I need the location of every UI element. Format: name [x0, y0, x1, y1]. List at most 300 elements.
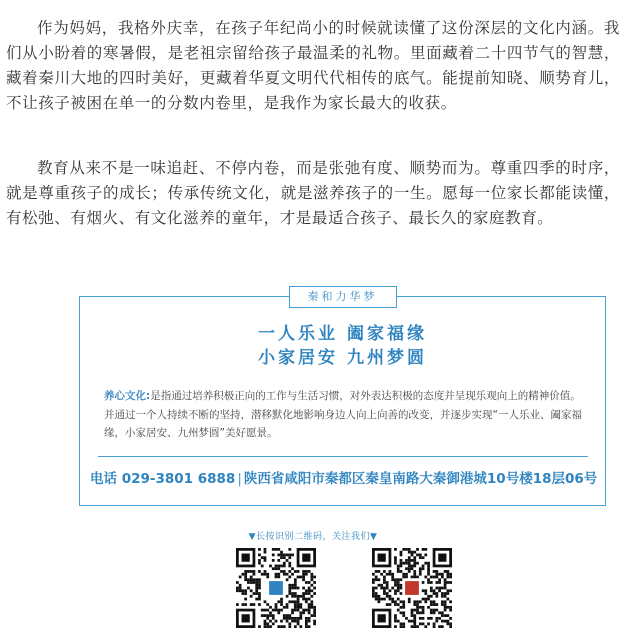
qr-module	[378, 584, 381, 587]
qr-module	[297, 600, 300, 603]
qr-module	[258, 581, 261, 584]
qr-module	[435, 573, 438, 576]
qr-module	[244, 603, 247, 606]
qr-module	[422, 606, 425, 609]
qr-module	[441, 600, 444, 603]
qr-module	[411, 611, 414, 614]
qr-module	[394, 562, 397, 565]
qr-module	[297, 622, 300, 625]
qr-module	[297, 587, 300, 590]
qr-module	[386, 603, 389, 606]
qr-module	[446, 581, 449, 584]
qr-module	[419, 556, 422, 559]
qr-module	[308, 606, 311, 609]
qr-module	[299, 606, 302, 609]
qr-module	[277, 567, 280, 570]
qr-module	[416, 606, 419, 609]
qr-logo-icon	[269, 581, 283, 595]
qr-logo-icon	[405, 581, 419, 595]
qr-module	[258, 562, 261, 565]
qr-module	[286, 578, 289, 581]
qr-module	[297, 576, 300, 579]
qr-module	[444, 578, 447, 581]
qr-module	[430, 595, 433, 598]
qr-module	[391, 600, 394, 603]
qr-module	[386, 595, 389, 598]
article-paragraph-1: 作为妈妈，我格外庆幸，在孩子年纪尚小的时候就读懂了这份深层的文化内涵。我们从小盼着的寒暑假，是老祖宗留给孩子最温柔的礼物。里面藏着二十四节气的智慧，藏着秦川大地的四时美好，更藏着华夏文明代代相传的底气。能提前知晓、顺势育儿，不让孩子被困在单一的分数内卷里，是我作为家长最大的收获。	[6, 19, 620, 112]
qr-module	[446, 606, 449, 609]
qr-module	[411, 614, 414, 617]
qr-module	[258, 598, 261, 601]
qr-module	[419, 622, 422, 625]
qr-module	[297, 606, 300, 609]
qr-module	[272, 614, 275, 617]
qr-module	[275, 567, 278, 570]
qr-module	[283, 554, 286, 557]
qr-module	[427, 595, 430, 598]
qr-module	[313, 614, 316, 617]
qr-module	[313, 609, 316, 612]
qr-code-right[interactable]	[372, 548, 452, 628]
qr-module	[397, 609, 400, 612]
qr-module	[275, 606, 278, 609]
qr-module	[402, 562, 405, 565]
qr-module	[288, 584, 291, 587]
qr-module	[313, 576, 316, 579]
qr-module	[411, 554, 414, 557]
qr-module	[305, 581, 308, 584]
qr-module	[380, 598, 383, 601]
qr-module	[394, 559, 397, 562]
qr-module	[266, 625, 269, 628]
qr-module	[288, 570, 291, 573]
qr-module	[288, 556, 291, 559]
qr-module	[266, 573, 269, 576]
qr-module	[264, 622, 267, 625]
qr-module	[380, 584, 383, 587]
qr-module	[288, 592, 291, 595]
qr-module	[441, 576, 444, 579]
qr-module	[280, 625, 283, 628]
qr-module	[294, 600, 297, 603]
qr-module	[449, 600, 452, 603]
qr-module	[424, 600, 427, 603]
qr-module	[386, 573, 389, 576]
qr-module	[264, 620, 267, 623]
qr-module	[438, 617, 441, 620]
qr-module	[444, 620, 447, 623]
qr-module	[277, 625, 280, 628]
qr-module	[247, 587, 250, 590]
qr-module	[441, 573, 444, 576]
qr-module	[299, 617, 302, 620]
qr-module	[449, 606, 452, 609]
qr-module	[438, 581, 441, 584]
qr-code-left[interactable]	[236, 548, 316, 628]
qr-module	[258, 587, 261, 590]
qr-module	[408, 620, 411, 623]
qr-module	[433, 625, 436, 628]
qr-module	[244, 589, 247, 592]
qr-module	[266, 576, 269, 579]
qr-module	[297, 595, 300, 598]
scan-qr-hint: ▼长按识别二维码，关注我们▼	[248, 532, 378, 542]
qr-module	[253, 573, 256, 576]
qr-module	[264, 556, 267, 559]
qr-module	[419, 570, 422, 573]
qr-module	[286, 559, 289, 562]
qr-module	[424, 598, 427, 601]
qr-module	[294, 625, 297, 628]
qr-module	[383, 576, 386, 579]
qr-module	[400, 565, 403, 568]
qr-module	[280, 570, 283, 573]
qr-module	[427, 567, 430, 570]
qr-module	[291, 609, 294, 612]
qr-module	[397, 598, 400, 601]
qr-module	[413, 570, 416, 573]
qr-module	[446, 570, 449, 573]
qr-module	[400, 592, 403, 595]
qr-module	[383, 570, 386, 573]
qr-module	[411, 625, 414, 628]
qr-module	[446, 622, 449, 625]
qr-module	[386, 587, 389, 590]
qr-module	[444, 581, 447, 584]
qr-module	[286, 606, 289, 609]
qr-module	[310, 603, 313, 606]
qr-module	[294, 581, 297, 584]
qr-module	[294, 620, 297, 623]
qr-module	[435, 603, 438, 606]
qr-module	[286, 573, 289, 576]
qr-module	[438, 587, 441, 590]
qr-module	[283, 573, 286, 576]
qr-module	[288, 614, 291, 617]
qr-module	[313, 611, 316, 614]
qr-module	[400, 584, 403, 587]
qr-module	[266, 609, 269, 612]
qr-module	[250, 589, 253, 592]
qr-module	[272, 567, 275, 570]
qr-module	[391, 598, 394, 601]
qr-module	[430, 617, 433, 620]
qr-module	[294, 584, 297, 587]
qr-module	[302, 578, 305, 581]
qr-module	[305, 570, 308, 573]
qr-module	[264, 600, 267, 603]
qr-module	[297, 570, 300, 573]
qr-module	[441, 592, 444, 595]
qr-module	[400, 587, 403, 590]
qr-module	[277, 576, 280, 579]
qr-module	[416, 600, 419, 603]
qr-module	[286, 603, 289, 606]
qr-module	[308, 603, 311, 606]
qr-module	[288, 589, 291, 592]
qr-module	[424, 592, 427, 595]
qr-module	[294, 617, 297, 620]
qr-module	[294, 592, 297, 595]
qr-module	[394, 592, 397, 595]
qr-module	[416, 576, 419, 579]
qr-module	[275, 548, 278, 551]
qr-module	[275, 603, 278, 606]
qr-module	[308, 589, 311, 592]
qr-module	[280, 603, 283, 606]
qr-module	[305, 573, 308, 576]
qr-module	[444, 606, 447, 609]
qr-module	[291, 620, 294, 623]
qr-module	[402, 611, 405, 614]
qr-module	[258, 578, 261, 581]
qr-module	[247, 570, 250, 573]
qr-module	[378, 578, 381, 581]
qr-module	[413, 551, 416, 554]
qr-module	[413, 614, 416, 617]
qr-module	[397, 570, 400, 573]
qr-module	[297, 620, 300, 623]
qr-module	[258, 570, 261, 573]
qr-module	[372, 578, 375, 581]
qr-module	[441, 625, 444, 628]
qr-module	[277, 609, 280, 612]
qr-module	[299, 611, 302, 614]
qr-module	[444, 600, 447, 603]
qr-module	[288, 554, 291, 557]
qr-module	[286, 595, 289, 598]
qr-module	[411, 609, 414, 612]
qr-module	[275, 565, 278, 568]
qr-module	[413, 617, 416, 620]
qr-module	[422, 589, 425, 592]
qr-module	[302, 611, 305, 614]
qr-module	[283, 570, 286, 573]
qr-module	[308, 609, 311, 612]
qr-module	[294, 595, 297, 598]
qr-module	[302, 576, 305, 579]
qr-module	[297, 617, 300, 620]
qr-module	[244, 573, 247, 576]
qr-module	[310, 614, 313, 617]
qr-module	[446, 620, 449, 623]
slogan-line-2: 小家居安 九州梦圆	[258, 348, 427, 368]
qr-module	[441, 614, 444, 617]
qr-module	[247, 581, 250, 584]
qr-module	[302, 595, 305, 598]
qr-module	[397, 603, 400, 606]
qr-module	[308, 617, 311, 620]
qr-module	[277, 600, 280, 603]
qr-module	[283, 625, 286, 628]
qr-module	[250, 595, 253, 598]
qr-module	[402, 622, 405, 625]
qr-module	[294, 609, 297, 612]
qr-module	[258, 548, 261, 551]
qr-module	[258, 592, 261, 595]
qr-module	[413, 556, 416, 559]
qr-module	[397, 578, 400, 581]
qr-module	[416, 609, 419, 612]
qr-module	[286, 620, 289, 623]
qr-module	[261, 573, 264, 576]
qr-module	[408, 598, 411, 601]
qr-module	[266, 622, 269, 625]
qr-module	[427, 562, 430, 565]
qr-module	[253, 578, 256, 581]
qr-module	[394, 578, 397, 581]
qr-module	[430, 589, 433, 592]
qr-module	[446, 589, 449, 592]
qr-module	[444, 592, 447, 595]
qr-module	[272, 622, 275, 625]
qr-module	[402, 576, 405, 579]
qr-module	[255, 584, 258, 587]
qr-module	[308, 581, 311, 584]
qr-module	[394, 614, 397, 617]
qr-module	[264, 570, 267, 573]
qr-module	[261, 556, 264, 559]
qr-module	[242, 573, 245, 576]
qr-module	[378, 570, 381, 573]
phone-number: 电话 029-3801 6888	[90, 471, 236, 487]
qr-module	[416, 611, 419, 614]
qr-module	[266, 614, 269, 617]
qr-module	[430, 603, 433, 606]
qr-module	[413, 620, 416, 623]
qr-module	[299, 614, 302, 617]
qr-module	[250, 581, 253, 584]
qr-module	[411, 551, 414, 554]
qr-module	[449, 581, 452, 584]
qr-module	[391, 587, 394, 590]
qr-module	[400, 625, 403, 628]
qr-module	[283, 556, 286, 559]
qr-module	[261, 565, 264, 568]
qr-module	[422, 617, 425, 620]
qr-module	[422, 581, 425, 584]
qr-module	[288, 622, 291, 625]
qr-module	[441, 603, 444, 606]
qr-module	[272, 617, 275, 620]
qr-module	[402, 614, 405, 617]
contact-line	[90, 467, 600, 487]
qr-module	[413, 622, 416, 625]
qr-module	[255, 592, 258, 595]
qr-module	[372, 589, 375, 592]
qr-module	[244, 598, 247, 601]
qr-module	[375, 587, 378, 590]
qr-module	[394, 617, 397, 620]
qr-module	[413, 573, 416, 576]
qr-module	[308, 587, 311, 590]
qr-module	[308, 620, 311, 623]
qr-module	[433, 611, 436, 614]
qr-module	[297, 598, 300, 601]
qr-module	[258, 559, 261, 562]
qr-finder-pattern	[242, 554, 250, 562]
qr-module	[422, 565, 425, 568]
qr-module	[255, 578, 258, 581]
qr-module	[280, 554, 283, 557]
qr-module	[413, 600, 416, 603]
qr-module	[244, 578, 247, 581]
qr-module	[380, 587, 383, 590]
qr-module	[438, 625, 441, 628]
qr-module	[372, 573, 375, 576]
qr-module	[416, 625, 419, 628]
qr-module	[272, 548, 275, 551]
qr-module	[400, 611, 403, 614]
qr-module	[269, 614, 272, 617]
qr-module	[310, 576, 313, 579]
qr-module	[405, 562, 408, 565]
qr-module	[291, 595, 294, 598]
qr-module	[435, 620, 438, 623]
qr-module	[444, 570, 447, 573]
qr-module	[313, 581, 316, 584]
qr-module	[394, 620, 397, 623]
qr-module	[269, 565, 272, 568]
qr-module	[435, 595, 438, 598]
qr-module	[427, 598, 430, 601]
qr-module	[308, 611, 311, 614]
qr-module	[255, 598, 258, 601]
qr-module	[277, 548, 280, 551]
qr-module	[288, 587, 291, 590]
qr-module	[427, 573, 430, 576]
qr-module	[253, 581, 256, 584]
qr-module	[444, 603, 447, 606]
qr-module	[413, 562, 416, 565]
qr-module	[419, 606, 422, 609]
qr-module	[424, 576, 427, 579]
qr-module	[380, 573, 383, 576]
qr-module	[294, 606, 297, 609]
qr-module	[299, 595, 302, 598]
qr-module	[397, 567, 400, 570]
qr-module	[419, 567, 422, 570]
qr-module	[402, 600, 405, 603]
qr-module	[427, 578, 430, 581]
qr-module	[302, 598, 305, 601]
qr-module	[438, 573, 441, 576]
qr-module	[253, 603, 256, 606]
qr-module	[435, 592, 438, 595]
qr-module	[239, 584, 242, 587]
culture-description-text: 是指通过培养积极正向的工作与生活习惯，对外表达积极的态度并呈现乐观向上的精神价值。并通过一个人持续不断的坚持，潜移默化地影响身边人向上向善的改变，并逐步实现“一人乐业、阖家福缘，小家居安、九州梦圆”美好愿景。	[104, 390, 582, 439]
qr-module	[394, 556, 397, 559]
qr-module	[446, 614, 449, 617]
qr-module	[416, 554, 419, 557]
qr-module	[288, 565, 291, 568]
qr-module	[400, 570, 403, 573]
qr-module	[389, 595, 392, 598]
qr-module	[291, 567, 294, 570]
qr-module	[305, 622, 308, 625]
qr-module	[446, 576, 449, 579]
qr-module	[422, 556, 425, 559]
qr-module	[405, 567, 408, 570]
contact-separator: |	[237, 471, 242, 487]
qr-module	[400, 600, 403, 603]
qr-module	[375, 598, 378, 601]
qr-module	[438, 611, 441, 614]
qr-module	[310, 589, 313, 592]
qr-module	[394, 548, 397, 551]
qr-module	[275, 576, 278, 579]
qr-module	[413, 565, 416, 568]
